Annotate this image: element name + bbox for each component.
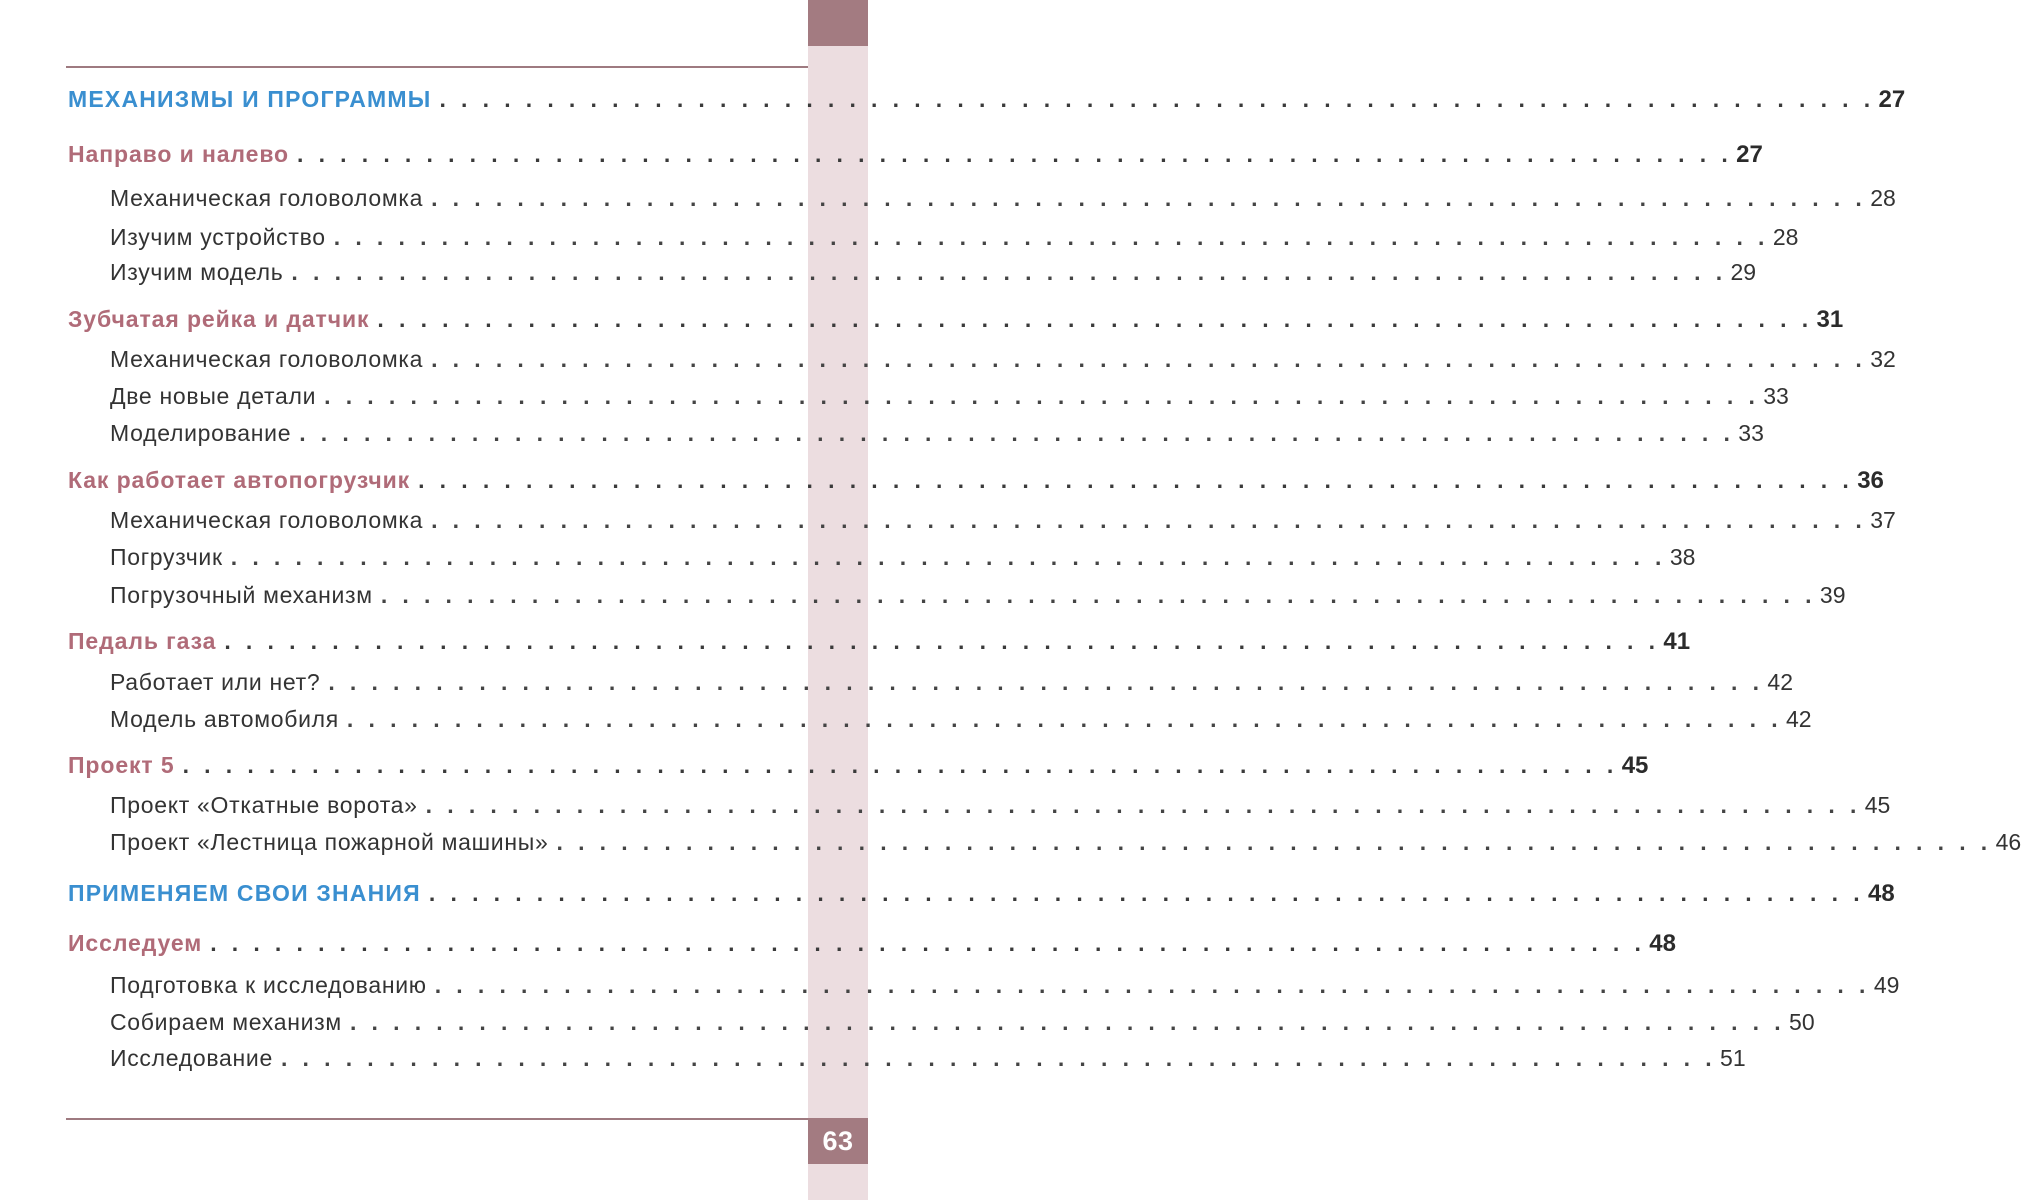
toc-entry-title: Исследуем <box>68 930 203 956</box>
dot-leader: . . . . . . . . . . . . . . . . . . . . . . . . . . . . . . . . . . . . . . . . . . . . . . . . . . . . . . . . . . . . . . . . . . . <box>377 306 1813 332</box>
toc-entry-title: Моделирование <box>110 420 292 446</box>
dot-leader: . . . . . . . . . . . . . . . . . . . . . . . . . . . . . . . . . . . . . . . . . . . . . . . . . . . . . . . . . . . . . . . . . . . <box>431 507 1867 533</box>
toc-entry-page: 39 <box>1819 582 1846 608</box>
dot-leader: . . . . . . . . . . . . . . . . . . . . . . . . . . . . . . . . . . . . . . . . . . . . . . . . . . . . . . . . . . . . . . . . . . . <box>431 185 1867 211</box>
toc-entry-page: 48 <box>1649 930 1676 957</box>
toc-entry[interactable] <box>68 86 1906 114</box>
toc-entry-page: 27 <box>1878 86 1906 113</box>
toc-entry[interactable] <box>110 1045 1746 1072</box>
toc-entry-page: 42 <box>1786 706 1812 732</box>
dot-leader: . . . . . . . . . . . . . . . . . . . . . . . . . . . . . . . . . . . . . . . . . . . . . . . . . . . . . . . . . . . . . . . . . . . <box>428 880 1864 906</box>
toc-entry-title: Педаль газа <box>68 628 217 654</box>
toc-entry-page: 29 <box>1730 259 1757 285</box>
toc-entry[interactable] <box>110 829 2021 856</box>
toc-entry[interactable] <box>68 752 1649 780</box>
dot-leader: . . . . . . . . . . . . . . . . . . . . . . . . . . . . . . . . . . . . . . . . . . . . . . . . . . . . . . . . . . . . . . . . . . . <box>291 259 1727 285</box>
toc-entry[interactable] <box>110 792 1891 819</box>
toc-entry-page: 50 <box>1789 1009 1815 1035</box>
dot-leader: . . . . . . . . . . . . . . . . . . . . . . . . . . . . . . . . . . . . . . . . . . . . . . . . . . . . . . . . . . . . . . . . . . . <box>224 628 1660 654</box>
toc-entry-page: 42 <box>1767 669 1793 695</box>
page-number: 63 <box>808 1118 868 1164</box>
toc-entry[interactable] <box>110 669 1793 696</box>
toc-entry-title: Проект «Лестница пожарной машины» <box>110 829 549 855</box>
toc-entry[interactable] <box>68 141 1763 169</box>
dot-leader: . . . . . . . . . . . . . . . . . . . . . . . . . . . . . . . . . . . . . . . . . . . . . . . . . . . . . . . . . . . . . . . . . . . <box>418 467 1854 493</box>
toc-entry-title: ПРИМЕНЯЕМ СВОИ ЗНАНИЯ <box>68 880 421 906</box>
toc-entry-page: 32 <box>1870 346 1896 372</box>
dot-leader: . . . . . . . . . . . . . . . . . . . . . . . . . . . . . . . . . . . . . . . . . . . . . . . . . . . . . . . . . . . . . . . . . . . <box>297 141 1733 167</box>
dot-leader: . . . . . . . . . . . . . . . . . . . . . . . . . . . . . . . . . . . . . . . . . . . . . . . . . . . . . . . . . . . . . . . . . . . <box>280 1045 1717 1071</box>
toc-entry-title: Изучим устройство <box>110 224 326 250</box>
toc-entry-title: Собираем механизм <box>110 1009 342 1035</box>
toc-entry-title: Как работает автопогрузчик <box>68 467 411 493</box>
toc-entry-title: Проект «Откатные ворота» <box>110 792 418 818</box>
toc-entry-title: Работает или нет? <box>110 669 321 695</box>
toc-entry[interactable] <box>68 306 1844 334</box>
toc-entry[interactable] <box>110 507 1896 534</box>
toc-entry[interactable] <box>110 582 1846 609</box>
toc-entry-page: 49 <box>1873 972 1900 998</box>
dot-leader: . . . . . . . . . . . . . . . . . . . . . . . . . . . . . . . . . . . . . . . . . . . . . . . . . . . . . . . . . . . . . . . . . . . <box>346 706 1783 732</box>
toc-entry[interactable] <box>68 467 1884 495</box>
dot-leader: . . . . . . . . . . . . . . . . . . . . . . . . . . . . . . . . . . . . . . . . . . . . . . . . . . . . . . . . . . . . . . . . . . . <box>328 669 1764 695</box>
dot-leader: . . . . . . . . . . . . . . . . . . . . . . . . . . . . . . . . . . . . . . . . . . . . . . . . . . . . . . . . . . . . . . . . . . . <box>230 544 1666 570</box>
dot-leader: . . . . . . . . . . . . . . . . . . . . . . . . . . . . . . . . . . . . . . . . . . . . . . . . . . . . . . . . . . . . . . . . . . . <box>299 420 1735 446</box>
toc-entry-page: 37 <box>1870 507 1896 533</box>
toc-entry-page: 48 <box>1868 880 1895 907</box>
toc-entry-title: Две новые детали <box>110 383 317 409</box>
toc-entry-title: Подготовка к исследованию <box>110 972 427 998</box>
toc-entry[interactable] <box>68 628 1691 656</box>
toc-entry-title: Зубчатая рейка и датчик <box>68 306 370 332</box>
toc-entry-title: Погрузчик <box>110 544 223 570</box>
toc-entry-page: 36 <box>1857 467 1884 494</box>
toc-entry-page: 38 <box>1669 544 1696 570</box>
toc-entry-title: МЕХАНИЗМЫ И ПРОГРАММЫ <box>68 86 432 112</box>
dot-leader: . . . . . . . . . . . . . . . . . . . . . . . . . . . . . . . . . . . . . . . . . . . . . . . . . . . . . . . . . . . . . . . . . . . <box>349 1009 1786 1035</box>
toc-entry-page: 45 <box>1864 792 1891 818</box>
toc-entry-title: Погрузочный механизм <box>110 582 373 608</box>
toc-entry[interactable] <box>110 706 1812 733</box>
toc-entry-page: 45 <box>1621 752 1649 779</box>
toc-entry[interactable] <box>110 1009 1815 1036</box>
toc-entry[interactable] <box>68 880 1895 908</box>
toc-entry-title: Проект 5 <box>68 752 175 778</box>
toc-entry-page: 28 <box>1870 185 1896 211</box>
toc-entry[interactable] <box>68 930 1676 958</box>
dot-leader: . . . . . . . . . . . . . . . . . . . . . . . . . . . . . . . . . . . . . . . . . . . . . . . . . . . . . . . . . . . . . . . . . . . <box>434 972 1870 998</box>
toc-entry[interactable] <box>110 346 1896 373</box>
dot-leader: . . . . . . . . . . . . . . . . . . . . . . . . . . . . . . . . . . . . . . . . . . . . . . . . . . . . . . . . . . . . . . . . . . . <box>333 224 1769 250</box>
toc-entry-title: Механическая головоломка <box>110 507 424 533</box>
dot-leader: . . . . . . . . . . . . . . . . . . . . . . . . . . . . . . . . . . . . . . . . . . . . . . . . . . . . . . . . . . . . . . . . . . . <box>425 792 1861 818</box>
toc-entry-page: 33 <box>1763 383 1789 409</box>
toc-entry-page: 46 <box>1995 829 2021 855</box>
toc-entry[interactable] <box>110 383 1789 410</box>
dot-leader: . . . . . . . . . . . . . . . . . . . . . . . . . . . . . . . . . . . . . . . . . . . . . . . . . . . . . . . . . . . . . . . . . . . <box>439 86 1875 112</box>
toc-entry[interactable] <box>110 224 1799 251</box>
toc-entry-page: 31 <box>1816 306 1844 333</box>
toc-entry-title: Механическая головоломка <box>110 185 424 211</box>
dot-leader: . . . . . . . . . . . . . . . . . . . . . . . . . . . . . . . . . . . . . . . . . . . . . . . . . . . . . . . . . . . . . . . . . . . <box>182 752 1618 778</box>
toc-entry-page: 33 <box>1738 420 1764 446</box>
toc-entry-title: Механическая головоломка <box>110 346 424 372</box>
dot-leader: . . . . . . . . . . . . . . . . . . . . . . . . . . . . . . . . . . . . . . . . . . . . . . . . . . . . . . . . . . . . . . . . . . . <box>210 930 1646 956</box>
toc-entry[interactable] <box>110 544 1696 571</box>
dot-leader: . . . . . . . . . . . . . . . . . . . . . . . . . . . . . . . . . . . . . . . . . . . . . . . . . . . . . . . . . . . . . . . . . . . <box>324 383 1760 409</box>
toc-entry-page: 51 <box>1720 1045 1746 1071</box>
toc-entry-title: Исследование <box>110 1045 273 1071</box>
toc-entry-title: Направо и налево <box>68 141 290 167</box>
dot-leader: . . . . . . . . . . . . . . . . . . . . . . . . . . . . . . . . . . . . . . . . . . . . . . . . . . . . . . . . . . . . . . . . . . . <box>380 582 1816 608</box>
toc-entry[interactable] <box>110 972 1900 999</box>
toc-entry[interactable] <box>110 420 1764 447</box>
toc-entry-page: 41 <box>1663 628 1691 655</box>
toc-entry[interactable] <box>110 185 1896 212</box>
toc-entry-page: 27 <box>1736 141 1763 168</box>
toc-entry-title: Изучим модель <box>110 259 284 285</box>
toc-entry-title: Модель автомобиля <box>110 706 339 732</box>
dot-leader: . . . . . . . . . . . . . . . . . . . . . . . . . . . . . . . . . . . . . . . . . . . . . . . . . . . . . . . . . . . . . . . . . . . <box>556 829 1992 855</box>
dot-leader: . . . . . . . . . . . . . . . . . . . . . . . . . . . . . . . . . . . . . . . . . . . . . . . . . . . . . . . . . . . . . . . . . . . <box>431 346 1867 372</box>
toc-entry[interactable] <box>110 259 1757 286</box>
toc-entry-page: 28 <box>1772 224 1799 250</box>
